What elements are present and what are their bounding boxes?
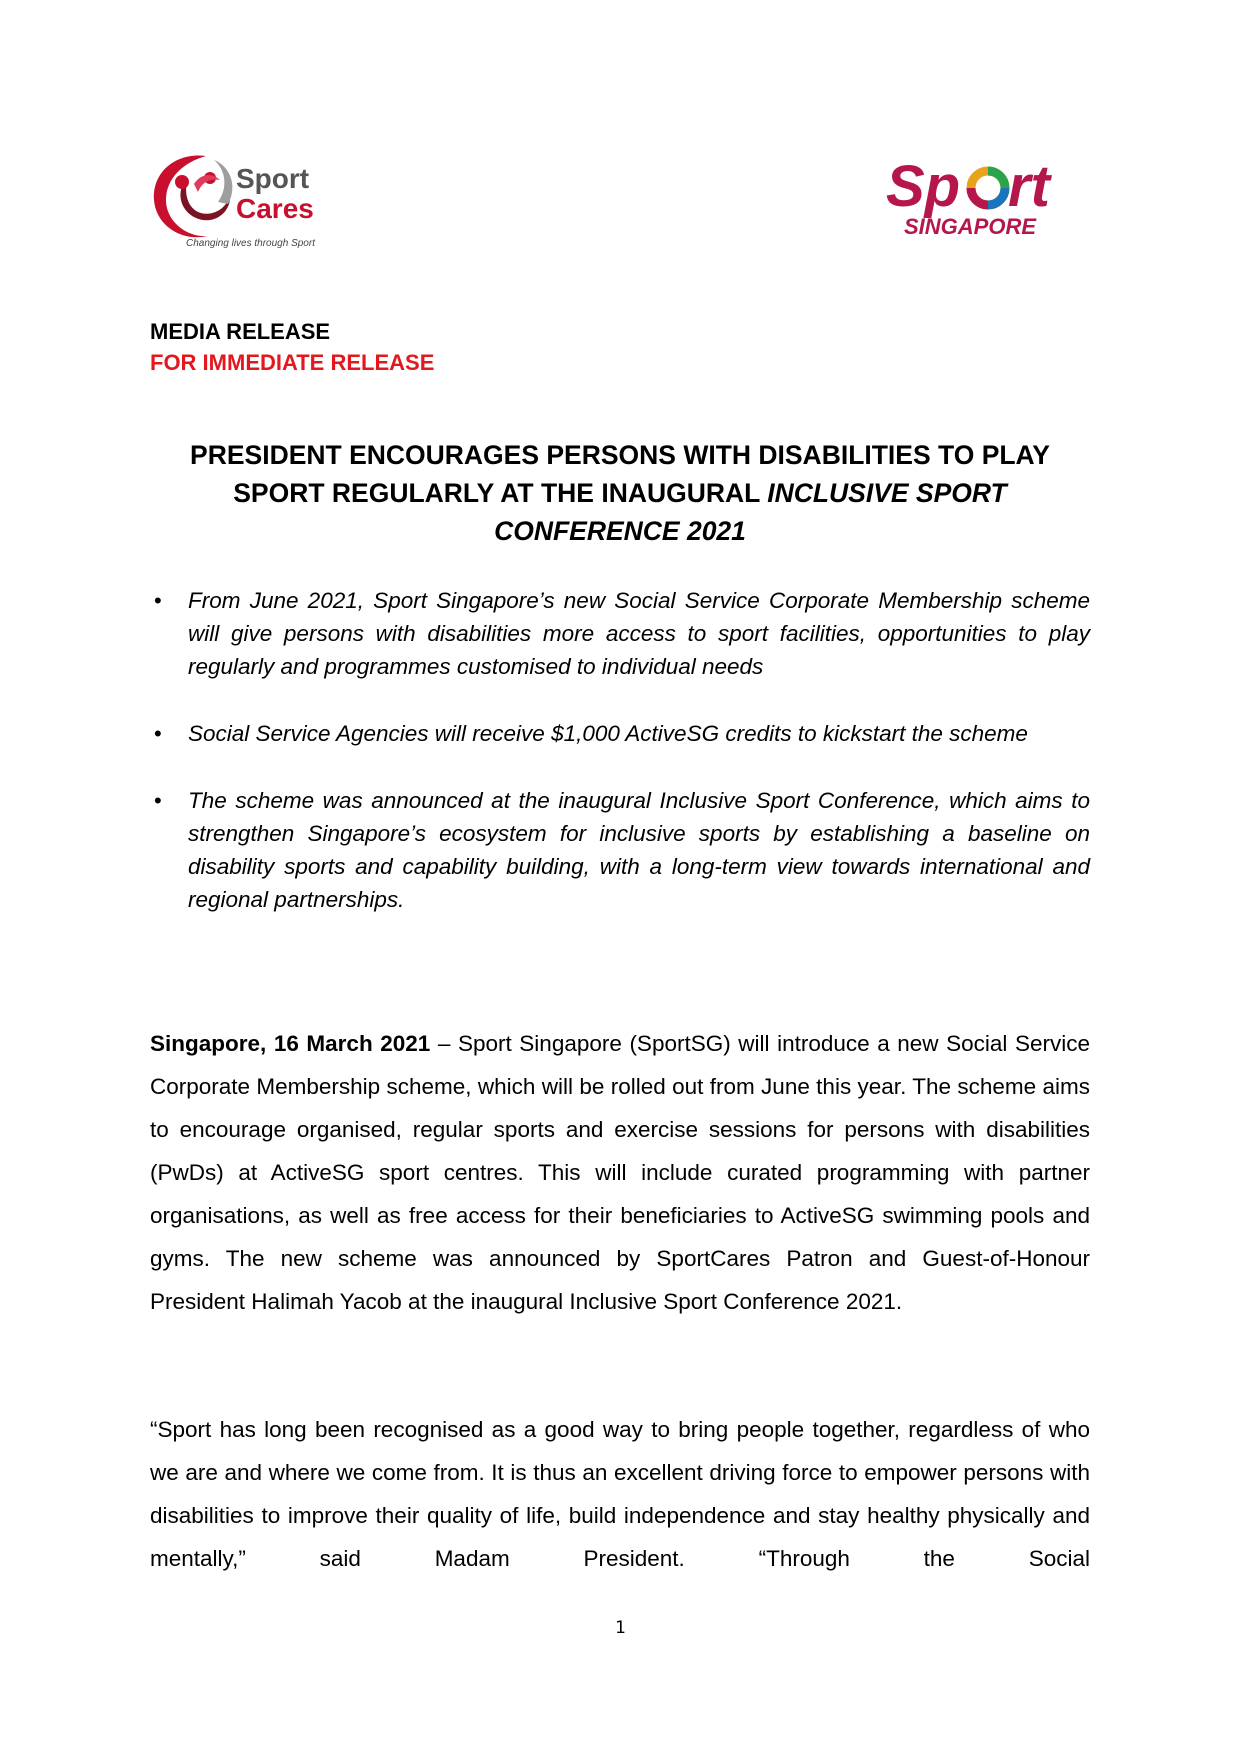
- body-paragraph-2: [150, 1408, 1090, 1580]
- headline-plain: PRESIDENT ENCOURAGES PERSONS WITH DISABILITIES TO PLAY SPORT REGULARLY AT THE INAUGURAL: [190, 440, 1050, 508]
- bullet-icon: •: [154, 721, 162, 746]
- dateline: Singapore, 16 March 2021: [150, 1031, 431, 1056]
- release-labels: [150, 316, 434, 378]
- sportcares-word-sport: Sport: [236, 163, 310, 194]
- list-item-text: Social Service Agencies will receive $1,000 ActiveSG credits to kickstart the scheme: [188, 721, 1028, 746]
- media-release-label: MEDIA RELEASE: [150, 319, 331, 344]
- immediate-release-label: FOR IMMEDIATE RELEASE: [150, 350, 435, 375]
- list-item: [150, 584, 1090, 683]
- headline-italic: INCLUSIVE SPORT CONFERENCE 2021: [494, 478, 1007, 546]
- sportcares-logo: [148, 148, 348, 254]
- sportcares-word-cares: Cares: [236, 193, 314, 224]
- sportcares-tagline: Changing lives through Sport: [186, 238, 315, 249]
- paragraph-text: “Sport has long been recognised as a good way to bring people together, regardless of who we are and where we come from. It is thus an excellent driving force to empower persons with disabilities to improve their quality of life, build independence and stay healthy physically and mentally,” said Madam President. “Through the Social: [150, 1417, 1090, 1571]
- body-paragraph-1: [150, 1022, 1090, 1323]
- list-item: [150, 717, 1090, 750]
- sportsg-word-sp: Sp: [886, 154, 961, 219]
- list-item-text: From June 2021, Sport Singapore’s new Social Service Corporate Membership scheme will give persons with disabilities more access to sport facilities, opportunities to play regularly and programmes customised to individual needs: [188, 588, 1090, 679]
- sportsg-word-rt: rt: [1008, 154, 1050, 219]
- sportsg-subtitle: SINGAPORE: [904, 214, 1037, 239]
- page-number: 1: [615, 1618, 626, 1638]
- headline: [150, 436, 1090, 550]
- bullet-icon: •: [154, 588, 162, 613]
- bullet-icon: •: [154, 788, 162, 813]
- highlights-list: [150, 584, 1090, 950]
- list-item: [150, 784, 1090, 916]
- paragraph-text: – Sport Singapore (SportSG) will introduce a new Social Service Corporate Membership scheme, which will be rolled out from June this year. The scheme aims to encourage organised, regular sports and exercise sessions for persons with disabilities (PwDs) at ActiveSG sport centres. This will include curated programming with partner organisations, as well as free access for their beneficiaries to ActiveSG swimming pools and gyms. The new scheme was announced by SportCares Patron and Guest-of-Honour President Halimah Yacob at the inaugural Inclusive Sport Conference 2021.: [150, 1031, 1090, 1314]
- sportsg-logo: [884, 150, 1084, 250]
- sportsg-o-icon: [971, 171, 1005, 205]
- list-item-text: The scheme was announced at the inaugural Inclusive Sport Conference, which aims to strengthen Singapore’s ecosystem for inclusive sports by establishing a baseline on disability sports and capability building, with a long-term view towards international and regional partnerships.: [188, 788, 1090, 912]
